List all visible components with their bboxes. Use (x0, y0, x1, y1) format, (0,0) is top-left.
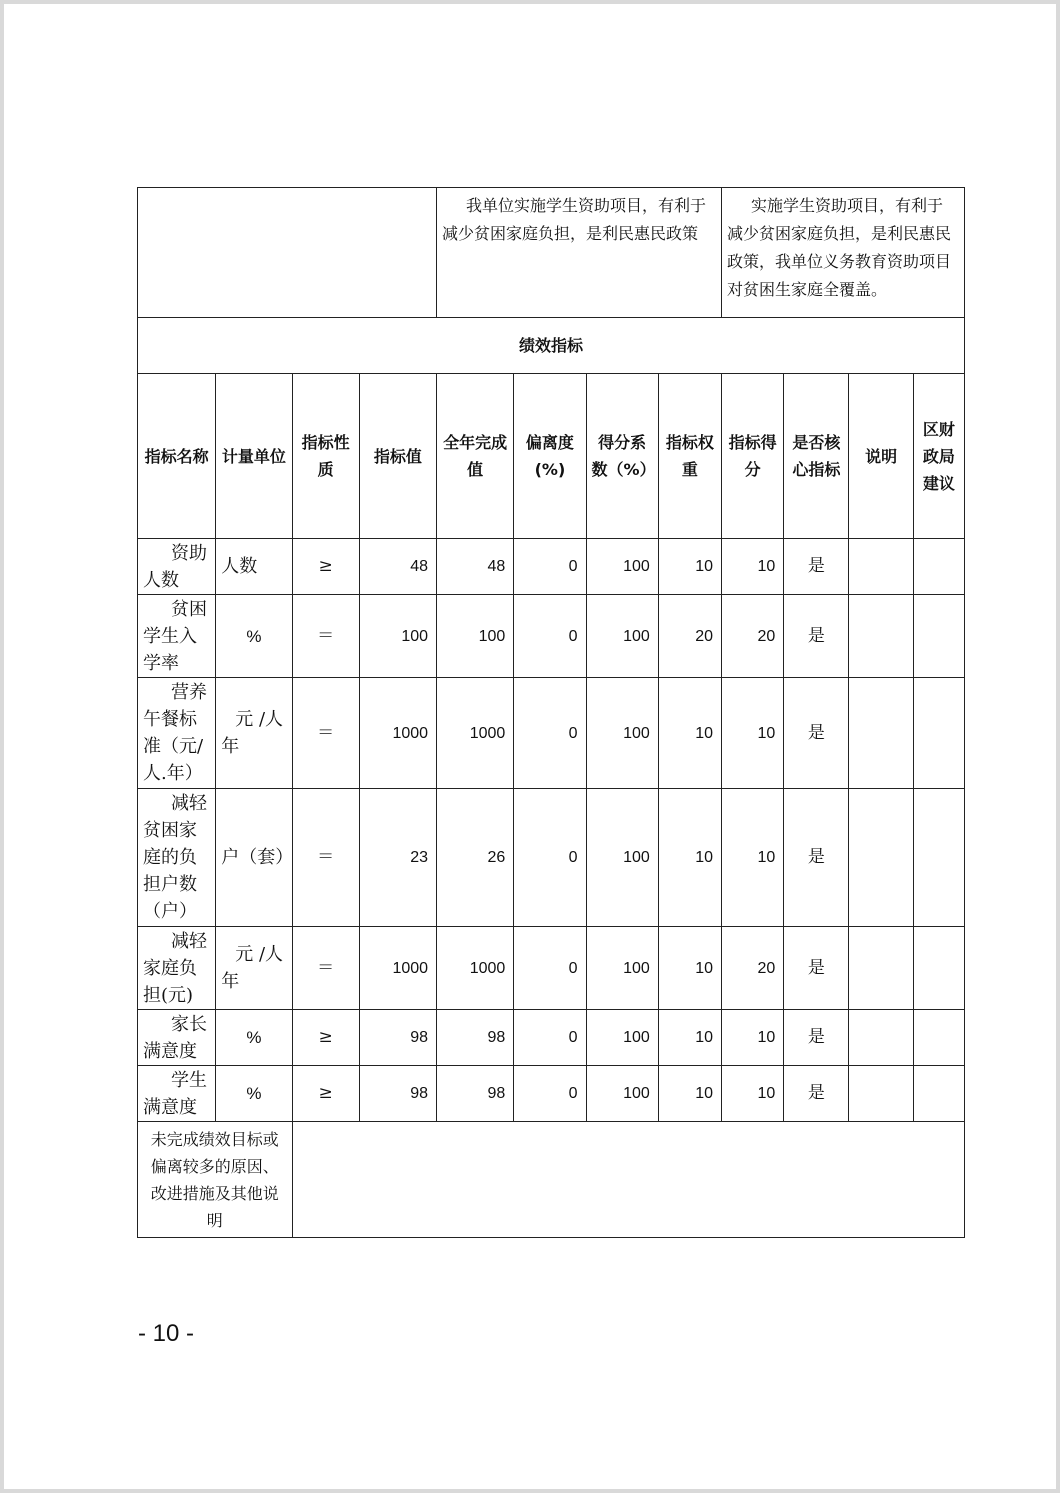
row-core: 是 (784, 595, 849, 678)
row-deviation: 0 (514, 539, 586, 595)
row-weight: 10 (658, 1010, 721, 1066)
performance-table (137, 187, 965, 1238)
row-nature: ≥ (292, 1010, 359, 1066)
row-deviation: 0 (514, 789, 586, 927)
row-unit: 户（套） (216, 789, 292, 927)
row-target: 1000 (359, 927, 436, 1010)
row-suggest (913, 789, 964, 927)
section-title-row (138, 318, 965, 374)
row-nature: ＝ (292, 927, 359, 1010)
row-target: 98 (359, 1066, 436, 1122)
row-weight: 10 (658, 678, 721, 789)
row-score: 10 (722, 1066, 784, 1122)
row-note (849, 927, 913, 1010)
row-nature: ≥ (292, 539, 359, 595)
row-coef: 100 (586, 595, 658, 678)
row-coef: 100 (586, 539, 658, 595)
row-actual: 1000 (437, 927, 514, 1010)
row-weight: 10 (658, 539, 721, 595)
header-target: 指标值 (359, 374, 436, 539)
row-name: 资助人数 (138, 539, 216, 595)
row-core: 是 (784, 927, 849, 1010)
row-unit: 元 /人年 (216, 678, 292, 789)
row-weight: 10 (658, 1066, 721, 1122)
row-suggest (913, 595, 964, 678)
row-note (849, 539, 913, 595)
row-target: 100 (359, 595, 436, 678)
row-actual: 98 (437, 1066, 514, 1122)
row-nature: ≥ (292, 1066, 359, 1122)
row-core: 是 (784, 1010, 849, 1066)
row-coef: 100 (586, 789, 658, 927)
row-target: 48 (359, 539, 436, 595)
row-note (849, 595, 913, 678)
table-row (138, 1010, 965, 1066)
page-number: - 10 - (138, 1320, 195, 1347)
row-core: 是 (784, 539, 849, 595)
row-score: 10 (722, 789, 784, 927)
header-weight: 指标权重 (658, 374, 721, 539)
row-target: 1000 (359, 678, 436, 789)
row-score: 10 (722, 1010, 784, 1066)
row-score: 10 (722, 539, 784, 595)
row-deviation: 0 (514, 1010, 586, 1066)
row-name: 减轻家庭负担(元) (138, 927, 216, 1010)
row-nature: ＝ (292, 678, 359, 789)
header-nature: 指标性质 (292, 374, 359, 539)
summary-row (138, 188, 965, 318)
row-core: 是 (784, 678, 849, 789)
header-unit: 计量单位 (216, 374, 292, 539)
table-row (138, 789, 965, 927)
summary-middle-cell (437, 188, 722, 318)
row-core: 是 (784, 1066, 849, 1122)
row-deviation: 0 (514, 678, 586, 789)
row-name: 贫困学生入学率 (138, 595, 216, 678)
row-nature: ＝ (292, 595, 359, 678)
summary-blank-cell (138, 188, 437, 318)
header-coef: 得分系数（%） (586, 374, 658, 539)
row-weight: 10 (658, 789, 721, 927)
row-name: 学生满意度 (138, 1066, 216, 1122)
row-coef: 100 (586, 678, 658, 789)
table-row (138, 678, 965, 789)
row-deviation: 0 (514, 927, 586, 1010)
row-unit: % (216, 1010, 292, 1066)
header-name: 指标名称 (138, 374, 216, 539)
row-score: 20 (722, 927, 784, 1010)
row-target: 23 (359, 789, 436, 927)
row-name: 营养午餐标准（元/人.年） (138, 678, 216, 789)
row-unit: 元 /人年 (216, 927, 292, 1010)
row-note (849, 1010, 913, 1066)
header-score: 指标得分 (722, 374, 784, 539)
row-unit: % (216, 1066, 292, 1122)
table-row (138, 595, 965, 678)
row-weight: 20 (658, 595, 721, 678)
header-suggest: 区财政局建议 (913, 374, 964, 539)
row-target: 98 (359, 1010, 436, 1066)
table-row (138, 927, 965, 1010)
row-core: 是 (784, 789, 849, 927)
row-note (849, 678, 913, 789)
header-actual: 全年完成值 (437, 374, 514, 539)
row-deviation: 0 (514, 1066, 586, 1122)
row-suggest (913, 1066, 964, 1122)
row-note (849, 789, 913, 927)
summary-right-cell (722, 188, 965, 318)
row-name: 减轻贫困家庭的负担户数（户） (138, 789, 216, 927)
row-suggest (913, 1010, 964, 1066)
row-weight: 10 (658, 927, 721, 1010)
row-actual: 48 (437, 539, 514, 595)
row-suggest (913, 927, 964, 1010)
header-row (138, 374, 965, 539)
row-name: 家长满意度 (138, 1010, 216, 1066)
row-score: 20 (722, 595, 784, 678)
row-actual: 1000 (437, 678, 514, 789)
row-note (849, 1066, 913, 1122)
row-unit: % (216, 595, 292, 678)
row-coef: 100 (586, 1010, 658, 1066)
summary-right-text: 实施学生资助项目，有利于减少贫困家庭负担，是利民惠民政策，我单位义务教育资助项目对贫困生家庭全覆盖。 (727, 196, 952, 299)
row-actual: 98 (437, 1010, 514, 1066)
row-unit: 人数 (216, 539, 292, 595)
row-actual: 100 (437, 595, 514, 678)
header-core: 是否核心指标 (784, 374, 849, 539)
row-score: 10 (722, 678, 784, 789)
table-row (138, 539, 965, 595)
row-suggest (913, 539, 964, 595)
row-deviation: 0 (514, 595, 586, 678)
row-coef: 100 (586, 1066, 658, 1122)
footer-blank-cell (292, 1122, 964, 1238)
header-deviation: 偏离度(%) (514, 374, 586, 539)
row-coef: 100 (586, 927, 658, 1010)
summary-middle-text: 我单位实施学生资助项目，有利于减少贫困家庭负担，是利民惠民政策 (442, 196, 707, 243)
footer-row (138, 1122, 965, 1238)
row-actual: 26 (437, 789, 514, 927)
table-row (138, 1066, 965, 1122)
footer-label: 未完成绩效目标或偏离较多的原因、改进措施及其他说明 (138, 1122, 293, 1238)
header-note: 说明 (849, 374, 913, 539)
row-suggest (913, 678, 964, 789)
row-nature: ＝ (292, 789, 359, 927)
section-title: 绩效指标 (138, 318, 965, 374)
